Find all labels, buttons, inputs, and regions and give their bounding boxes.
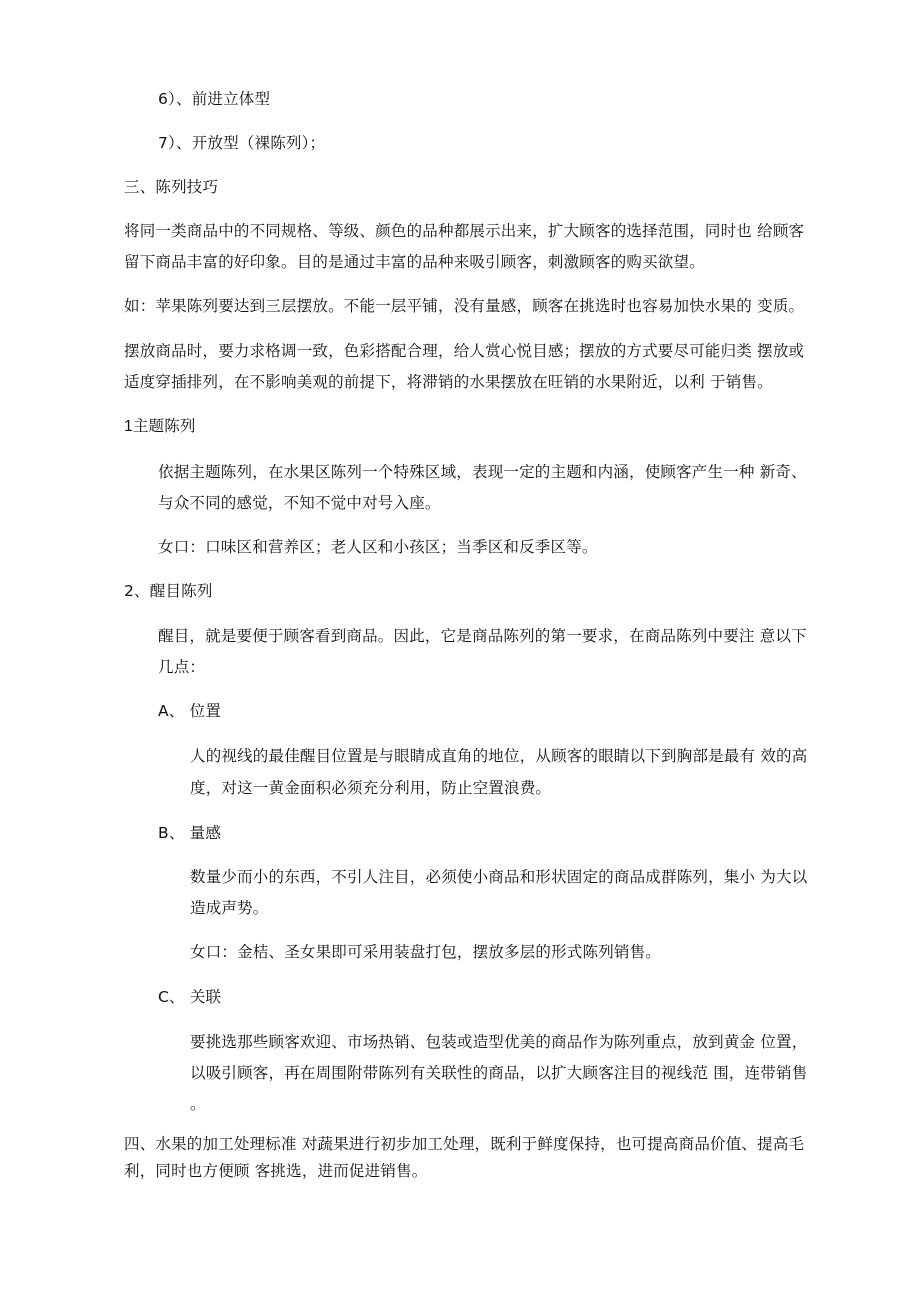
eye-catching-line-2: 几点： bbox=[158, 658, 206, 676]
point-b-example: 女口：金桔、圣女果即可采用装盘打包，摆放多层的形式陈列销售。 bbox=[190, 943, 662, 961]
paragraph-variety-line-2: 留下商品丰富的好印象。目的是通过丰富的品种来吸引顾客，刺激顾客的购买欲望。 bbox=[124, 253, 705, 271]
theme-display-line-1: 依据主题陈列，在水果区陈列一个特殊区域，表现一定的主题和内涵，使顾客产生一种 新奇、 bbox=[158, 463, 807, 481]
paragraph-variety-line-1: 将同一类商品中的不同规格、等级、颜色的品种都展示出来，扩大顾客的选择范围，同时也 给顾客 bbox=[124, 222, 805, 240]
point-b-heading: B、 量感 bbox=[158, 824, 222, 842]
paragraph-arrangement-line-2: 适度穿插排列，在不影响美观的前提下，将滞销的水果摆放在旺销的水果附近，以利 于销售。 bbox=[124, 373, 773, 391]
section-heading-display-techniques: 三、陈列技巧 bbox=[124, 178, 219, 196]
theme-display-line-2: 与众不同的感觉，不知不觉中对号入座。 bbox=[158, 494, 441, 512]
point-c-line-1: 要挑选那些顾客欢迎、市场热销、包装或造型优美的商品作为陈列重点，放到黄金 位置， bbox=[190, 1033, 808, 1051]
point-a-line-1: 人的视线的最佳醒目位置是与眼睛成直角的地位，从顾客的眼睛以下到胸部是最有 效的高 bbox=[190, 747, 808, 765]
point-a-heading: A、 位置 bbox=[158, 702, 222, 720]
point-b-line-1: 数量少而小的东西，不引人注目，必须使小商品和形状固定的商品成群陈列，集小 为大以 bbox=[190, 868, 808, 886]
list-item-7: 7）、开放型（裸陈列）； bbox=[158, 134, 326, 152]
list-item-6: 6）、前进立体型 bbox=[158, 90, 271, 108]
eye-catching-line-1: 醒目，就是要便于顾客看到商品。因此，它是商品陈列的第一要求，在商品陈列中要注 意以下 bbox=[158, 627, 807, 645]
point-a-line-2: 度，对这一黄金面积必须充分利用，防止空置浪费。 bbox=[190, 779, 552, 797]
theme-display-example: 女口：口味区和营养区；老人区和小孩区；当季区和反季区等。 bbox=[158, 538, 598, 556]
point-c-line-3: 。 bbox=[190, 1095, 206, 1113]
section-4-line-2: 利，同时也方便顾 客挑选，进而促进销售。 bbox=[124, 1162, 428, 1180]
section-4-line-1: 四、水果的加工处理标准 对蔬果进行初步加工处理，既利于鲜度保持，也可提高商品价值、提高毛 bbox=[124, 1135, 805, 1153]
paragraph-arrangement-line-1: 摆放商品时，要力求格调一致，色彩搭配合理，给人赏心悦目感；摆放的方式要尽可能归类 摆放或 bbox=[124, 342, 805, 360]
paragraph-apple-example: 如：苹果陈列要达到三层摆放。不能一层平铺，没有量感，顾客在挑选时也容易加快水果的 变质。 bbox=[124, 297, 805, 315]
point-c-heading: C、 关联 bbox=[158, 988, 222, 1006]
point-b-line-2: 造成声势。 bbox=[190, 899, 269, 917]
subheading-eye-catching-display: 2、醒目陈列 bbox=[124, 582, 213, 600]
point-c-line-2: 以吸引顾客，再在周围附带陈列有关联性的商品，以扩大顾客注目的视线范 围，连带销售 bbox=[190, 1064, 808, 1082]
subheading-theme-display: 1主题陈列 bbox=[124, 418, 196, 435]
